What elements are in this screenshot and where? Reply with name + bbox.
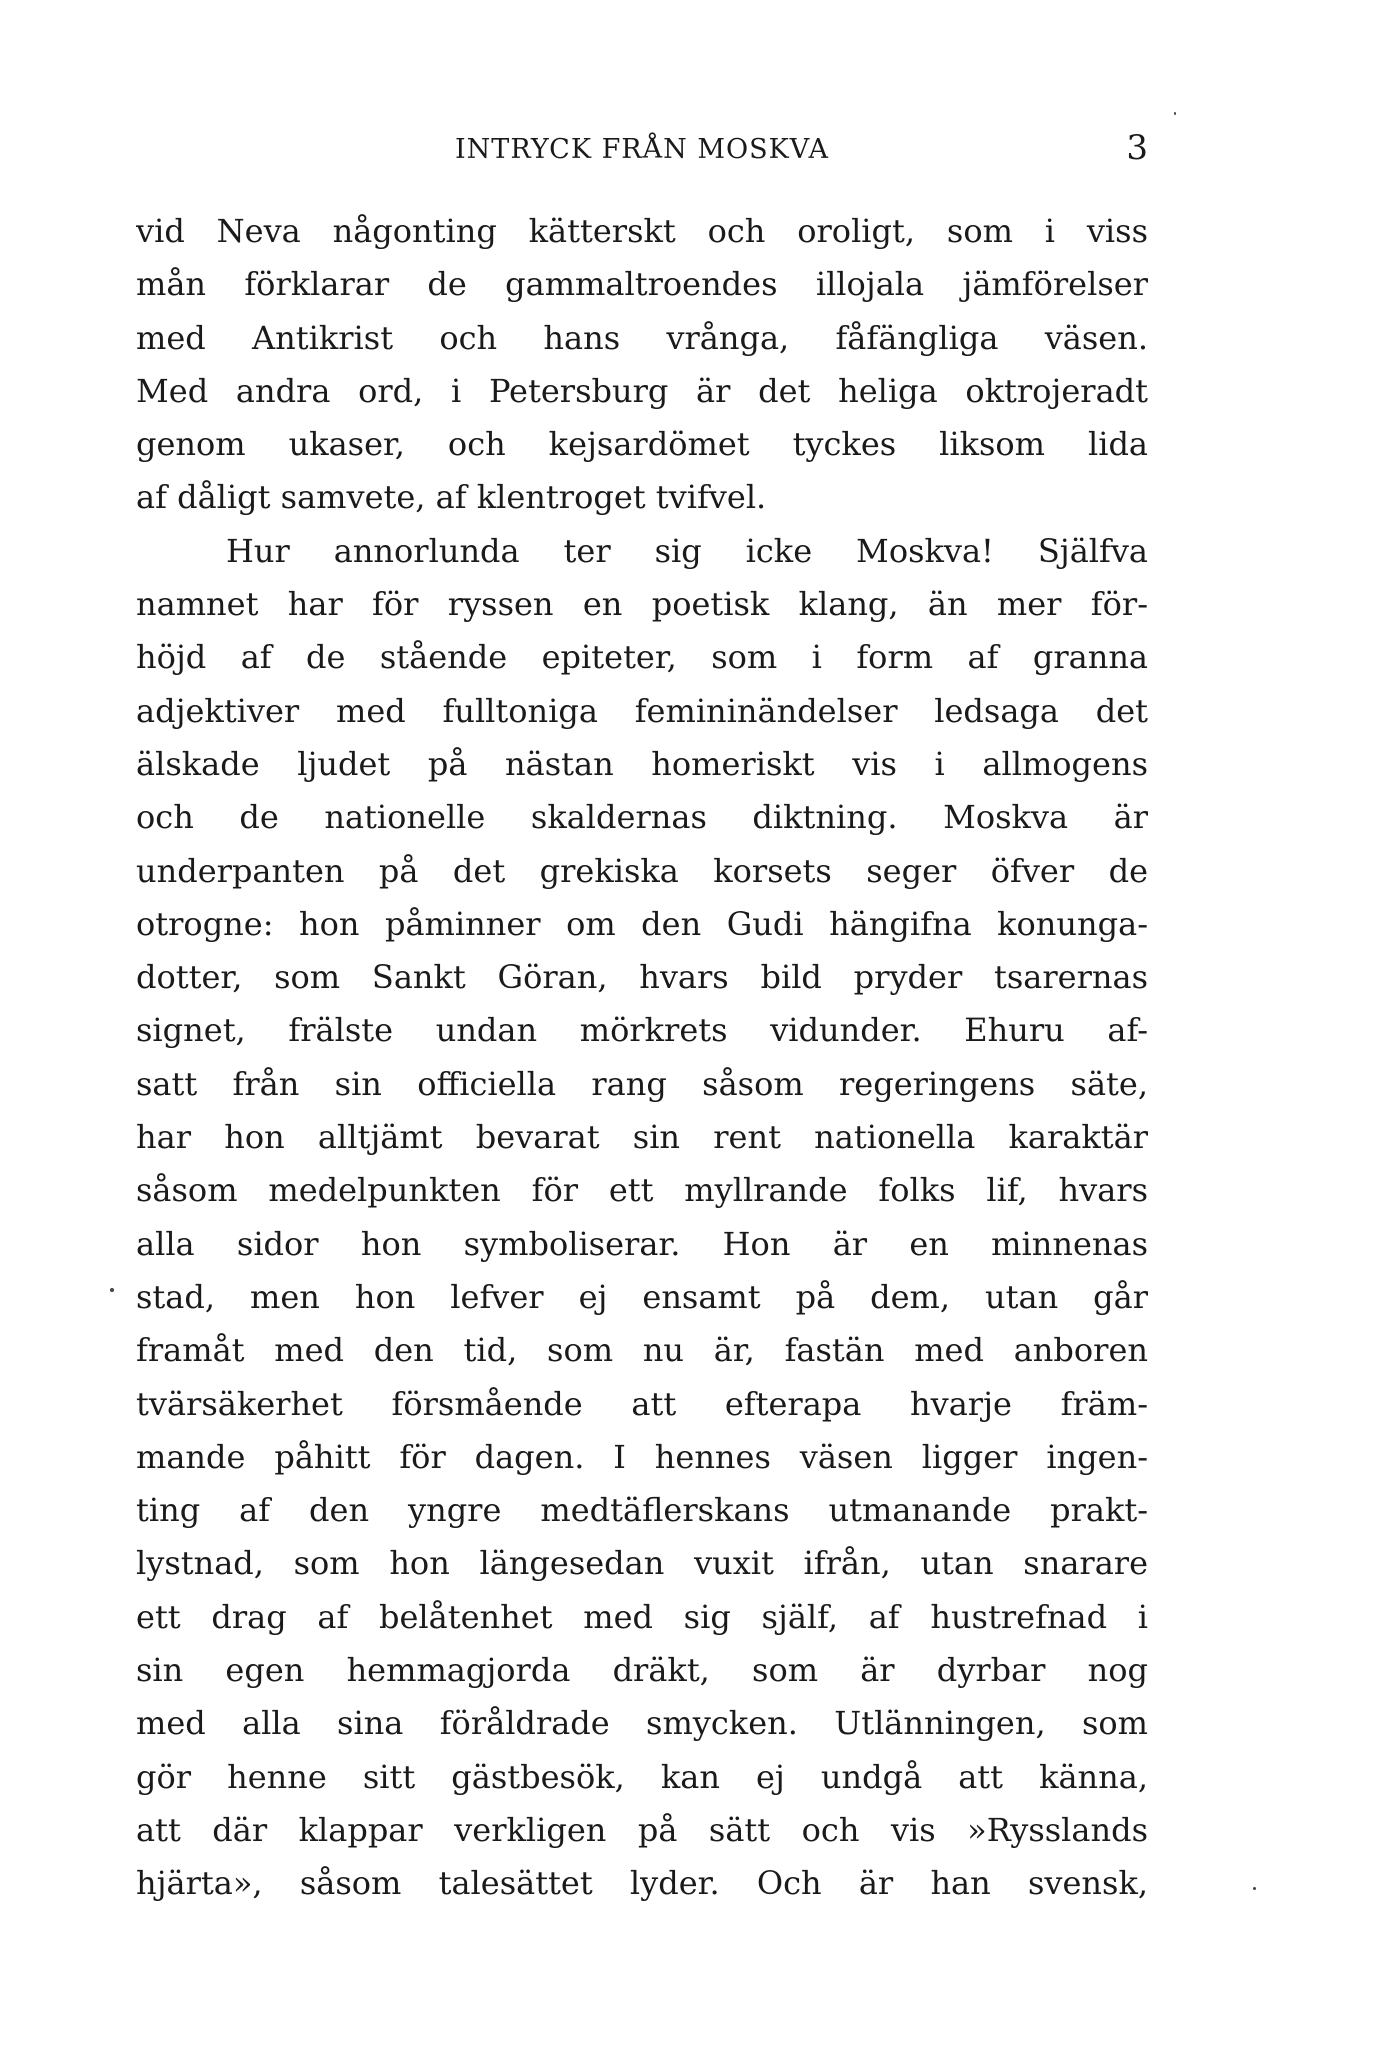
print-speck [1253, 1887, 1256, 1890]
text-line: genom ukaser, och kejsardömet tyckes liksom lida [136, 425, 1148, 464]
page-number: 3 [1126, 128, 1148, 168]
running-header [136, 128, 1148, 172]
text-line: dotter, som Sankt Göran, hvars bild pryder tsarernas [136, 958, 1148, 997]
text-line: otrogne: hon påminner om den Gudi hängifna konunga- [136, 904, 1148, 943]
text-line: höjd af de stående epiteter, som i form af granna [136, 638, 1148, 677]
text-line: adjektiver med fulltoniga femininändelser ledsaga det [136, 691, 1148, 730]
text-line: tvärsäkerhet försmående att efterapa hvarje främ- [136, 1384, 1148, 1423]
text-line: och de nationelle skaldernas diktning. Moskva är [136, 798, 1148, 837]
text-line: vid Neva någonting kätterskt och oroligt, som i viss [136, 212, 1148, 250]
text-line: med alla sina föråldrade smycken. Utlänningen, som [136, 1704, 1148, 1743]
text-line: underpanten på det grekiska korsets seger öfver de [136, 851, 1148, 890]
text-line: alla sidor hon symboliserar. Hon är en minnenas [136, 1224, 1148, 1263]
text-line: sin egen hemmagjorda dräkt, som är dyrbar nog [136, 1651, 1148, 1690]
text-line: med Antikrist och hans vrånga, fåfängliga väsen. [136, 318, 1148, 357]
text-line: satt från sin officiella rang såsom regeringens säte, [136, 1064, 1148, 1103]
text-line: framåt med den tid, som nu är, fastän med anboren [136, 1331, 1148, 1370]
body-text [136, 205, 1148, 1911]
text-line: stad, men hon lefver ej ensamt på dem, utan går [136, 1277, 1148, 1316]
text-line: Med andra ord, i Petersburg är det heliga oktrojeradt [136, 371, 1148, 410]
text-line: af dåligt samvete, af klentroget tvifvel. [136, 478, 767, 517]
print-speck [1174, 112, 1176, 115]
text-line: mande påhitt för dagen. I hennes väsen ligger ingen- [136, 1437, 1148, 1476]
text-line: lystnad, som hon längesedan vuxit ifrån, utan snarare [136, 1544, 1148, 1583]
text-line: har hon alltjämt bevarat sin rent nationella karaktär [136, 1118, 1148, 1157]
text-line: att där klappar verkligen på sätt och vis »Rysslands [136, 1810, 1148, 1849]
text-line: gör henne sitt gästbesök, kan ej undgå att känna, [136, 1757, 1148, 1796]
text-line: älskade ljudet på nästan homeriskt vis i allmogens [136, 744, 1148, 783]
text-line: såsom medelpunkten för ett myllrande folks lif, hvars [136, 1171, 1148, 1210]
text-line: mån förklarar de gammaltroendes illojala jämförelser [136, 265, 1148, 304]
running-title: INTRYCK FRÅN MOSKVA [455, 134, 829, 165]
text-line: signet, frälste undan mörkrets vidunder. Ehuru af- [136, 1011, 1148, 1050]
paragraph-start-line: Hur annorlunda ter sig icke Moskva! Själfva [226, 531, 1148, 570]
text-line: hjärta», såsom talesättet lyder. Och är han svensk, [136, 1864, 1148, 1903]
text-line: namnet har för ryssen en poetisk klang, än mer för- [136, 585, 1148, 624]
text-line: ett drag af belåtenhet med sig själf, af hustrefnad i [136, 1597, 1148, 1636]
text-line: ting af den yngre medtäflerskans utmanande prakt- [136, 1491, 1148, 1530]
print-speck [110, 1288, 114, 1292]
